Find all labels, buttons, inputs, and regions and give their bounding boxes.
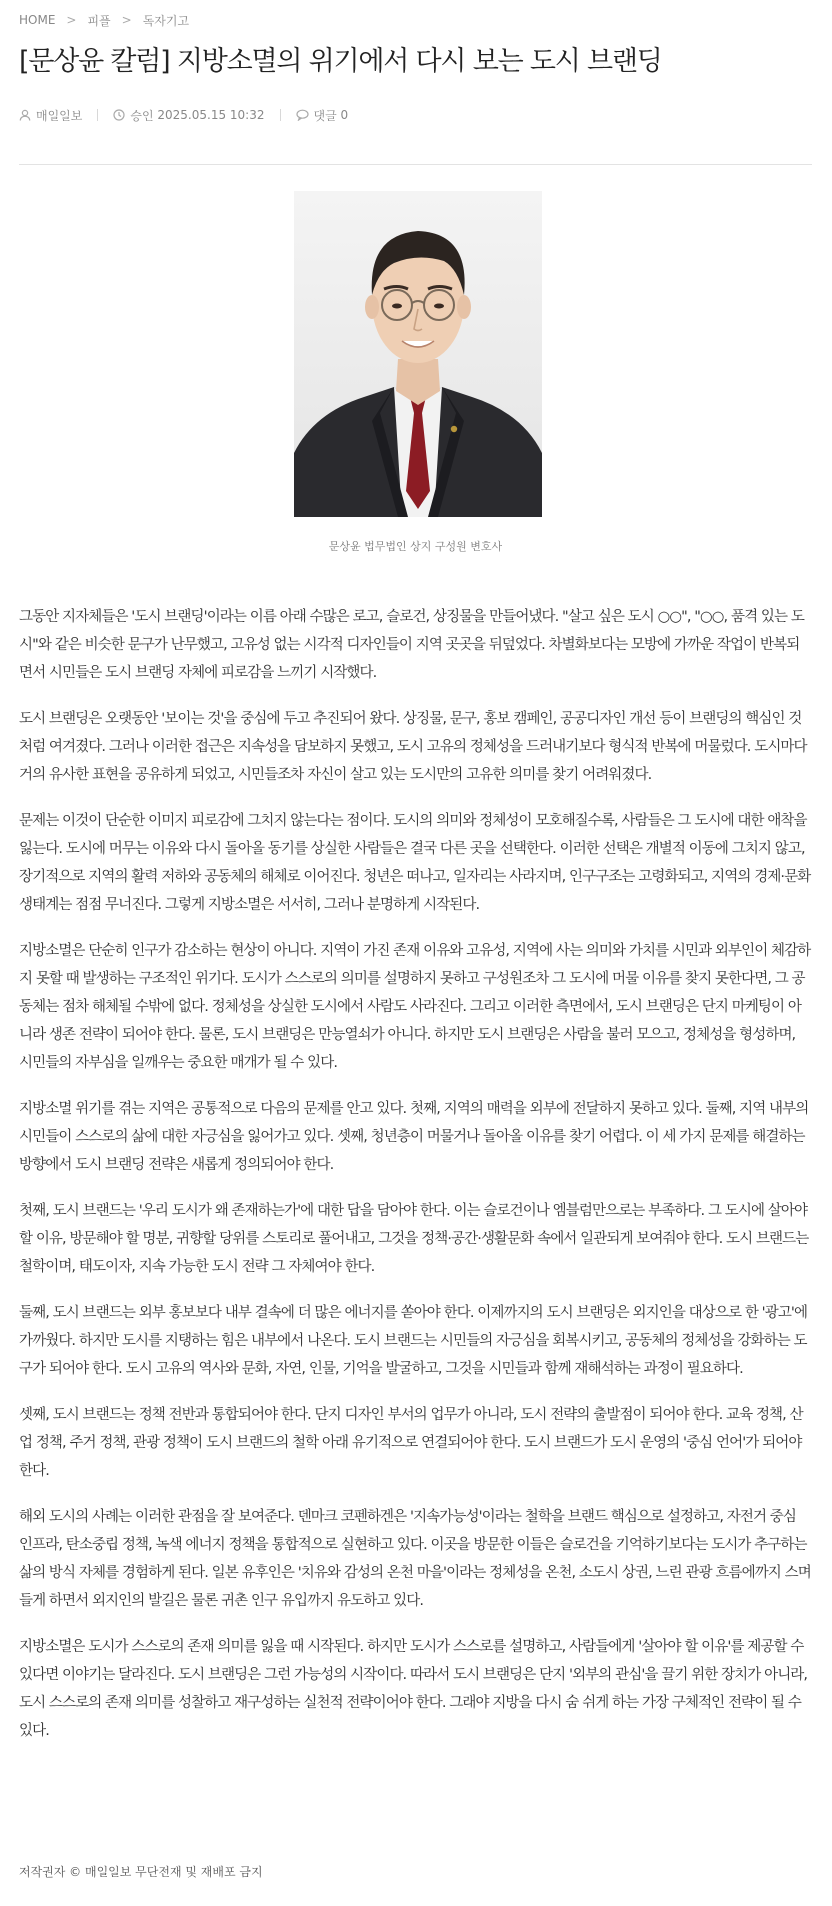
article-body [19, 603, 812, 1763]
breadcrumb-home-link[interactable]: HOME [19, 13, 56, 27]
article-paragraph: 셋째, 도시 브랜드는 정책 전반과 통합되어야 한다. 단지 디자인 부서의 업무가 아니라, 도시 전략의 출발점이 되어야 한다. 교육 정책, 산업 정책, 주거 정책, 관광 정책이 도시 브랜드의 철학 아래 유기적으로 연결되어야 한다. 도시 브랜드가 도시 운영의 '중심 언어'가 되어야 한다. [19, 1407, 803, 1479]
photo-caption: 문상윤 법무법인 상지 구성원 변호사 [328, 540, 503, 553]
breadcrumb-section-link[interactable]: 피플 [87, 13, 111, 28]
author-name: 매일일보 [36, 108, 83, 123]
comments-label: 댓글 [313, 108, 337, 123]
breadcrumb-subsection-link[interactable]: 독자기고 [142, 13, 190, 28]
meta-divider [280, 109, 281, 121]
speech-bubble-icon [296, 109, 309, 121]
article-title: [문상윤 칼럼] 지방소멸의 위기에서 다시 보는 도시 브랜딩 [19, 46, 662, 77]
approved-datetime: 2025.05.15 10:32 [157, 108, 265, 122]
meta-divider [97, 109, 98, 121]
author-info [19, 107, 82, 124]
clock-icon [113, 109, 125, 121]
comments-link[interactable] [296, 107, 349, 124]
breadcrumb [19, 10, 189, 30]
article-paragraph: 문제는 이것이 단순한 이미지 피로감에 그치지 않는다는 점이다. 도시의 의미와 정체성이 모호해질수록, 사람들은 그 도시에 대한 애착을 잃는다. 도시에 머무는 이유와 다시 돌아올 동기를 상실한 사람들은 결국 다른 곳을 선택한다. 이러한 선택은 개별적 이동에 그치지 않고, 장기적으로 지역의 활력 저하와 공동체의 해체로 이어진다. 청년은 떠나고, 일자리는 사라지며, 인구구조는 고령화되고, 지역의 경제·문화 생태계는 점점 무너진다. 그렇게 지방소멸은 서서히, 그러나 분명하게 시작된다. [19, 813, 811, 913]
comments-count: 0 [340, 108, 349, 122]
user-icon [19, 109, 31, 121]
article-paragraph: 도시 브랜딩은 오랫동안 '보이는 것'을 중심에 두고 추진되어 왔다. 상징물, 문구, 홍보 캠페인, 공공디자인 개선 등이 브랜딩의 핵심인 것처럼 여겨졌다. 그러나 이러한 접근은 지속성을 담보하지 못했고, 도시 고유의 정체성을 드러내기보다 형식적 반복에 머물렀다. 도시마다 거의 유사한 표현을 공유하게 되었고, 시민들조차 자신이 살고 있는 도시만의 고유한 의미를 찾기 어려워졌다. [19, 711, 807, 783]
copyright-notice: 저작권자 © 매일일보 무단전재 및 재배포 금지 [19, 1865, 263, 1879]
header-divider [19, 164, 812, 165]
approval-time [113, 107, 264, 124]
author-photo [294, 191, 542, 517]
article-paragraph: 해외 도시의 사례는 이러한 관점을 잘 보여준다. 덴마크 코펜하겐은 '지속가능성'이라는 철학을 브랜드 핵심으로 설정하고, 자전거 중심 인프라, 탄소중립 정책, 녹색 에너지 정책을 통합적으로 실현하고 있다. 이곳을 방문한 이들은 슬로건을 기억하기보다는 도시가 추구하는 삶의 방식 자체를 경험하게 된다. 일본 유후인은 '치유와 감성의 온천 마을'이라는 정체성을 온천, 소도시 상권, 느린 관광 흐름에까지 스며들게 하면서 외지인의 발길은 물론 귀촌 인구 유입까지 유도하고 있다. [19, 1509, 811, 1609]
approved-label: 승인 [130, 108, 154, 123]
article-paragraph: 둘째, 도시 브랜드는 외부 홍보보다 내부 결속에 더 많은 에너지를 쏟아야 한다. 이제까지의 도시 브랜딩은 외지인을 대상으로 한 '광고'에 가까웠다. 하지만 도시를 지탱하는 힘은 내부에서 나온다. 도시 브랜드는 시민들의 자긍심을 회복시키고, 공동체의 정체성을 강화하는 도구가 되어야 한다. 도시 고유의 역사와 문화, 자연, 인물, 기억을 발굴하고, 그것을 시민들과 함께 재해석하는 과정이 필요하다. [19, 1305, 808, 1377]
article-meta [19, 104, 348, 126]
chevron-right-icon: > [66, 13, 77, 27]
article-paragraph: 지방소멸 위기를 겪는 지역은 공통적으로 다음의 문제를 안고 있다. 첫째, 지역의 매력을 외부에 전달하지 못하고 있다. 둘째, 지역 내부의 시민들이 스스로의 삶에 대한 자긍심을 잃어가고 있다. 셋째, 청년층이 머물거나 돌아올 이유를 찾기 어렵다. 이 세 가지 문제를 해결하는 방향에서 도시 브랜딩 전략은 새롭게 정의되어야 한다. [19, 1101, 809, 1173]
article-paragraph: 지방소멸은 도시가 스스로의 존재 의미를 잃을 때 시작된다. 하지만 도시가 스스로를 설명하고, 사람들에게 '살아야 할 이유'를 제공할 수 있다면 이야기는 달라진다. 도시 브랜딩은 그런 가능성의 시작이다. 따라서 도시 브랜딩은 단지 '외부의 관심'을 끌기 위한 장치가 아니라, 도시 스스로의 존재 의미를 성찰하고 재구성하는 실천적 전략이어야 한다. 그래야 지방을 다시 숨 쉬게 하는 가장 구체적인 전략이 될 수 있다. [19, 1639, 808, 1739]
chevron-right-icon: > [121, 13, 132, 27]
article-paragraph: 지방소멸은 단순히 인구가 감소하는 현상이 아니다. 지역이 가진 존재 이유와 고유성, 지역에 사는 의미와 가치를 시민과 외부인이 체감하지 못할 때 발생하는 구조적인 위기다. 도시가 스스로의 의미를 설명하지 못하고 구성원조차 그 도시에 머물 이유를 찾지 못한다면, 그 공동체는 점차 해체될 수밖에 없다. 정체성을 상실한 도시에서 사람도 사라진다. 그리고 이러한 측면에서, 도시 브랜딩은 단지 마케팅이 아니라 생존 전략이 되어야 한다. 물론, 도시 브랜딩은 만능열쇠가 아니다. 하지만 도시 브랜딩은 사람을 불러 모으고, 정체성을 형성하며, 시민들의 자부심을 일깨우는 중요한 매개가 될 수 있다. [19, 943, 811, 1071]
article-paragraph: 첫째, 도시 브랜드는 '우리 도시가 왜 존재하는가'에 대한 답을 담아야 한다. 이는 슬로건이나 엠블럼만으로는 부족하다. 그 도시에 살아야 할 이유, 방문해야 할 명분, 귀향할 당위를 스토리로 풀어내고, 그것을 정책·공간·생활문화 속에서 일관되게 보여줘야 한다. 도시 브랜드는 철학이며, 태도이자, 지속 가능한 도시 전략 그 자체여야 한다. [19, 1203, 809, 1275]
article-paragraph: 그동안 지자체들은 '도시 브랜딩'이라는 이름 아래 수많은 로고, 슬로건, 상징물을 만들어냈다. "살고 싶은 도시 ○○", "○○, 품격 있는 도시"와 같은 비슷한 문구가 난무했고, 고유성 없는 시각적 디자인들이 지역 곳곳을 뒤덮었다. 차별화보다는 모방에 가까운 작업이 반복되면서 시민들은 도시 브랜딩 자체에 피로감을 느끼기 시작했다. [19, 609, 804, 681]
